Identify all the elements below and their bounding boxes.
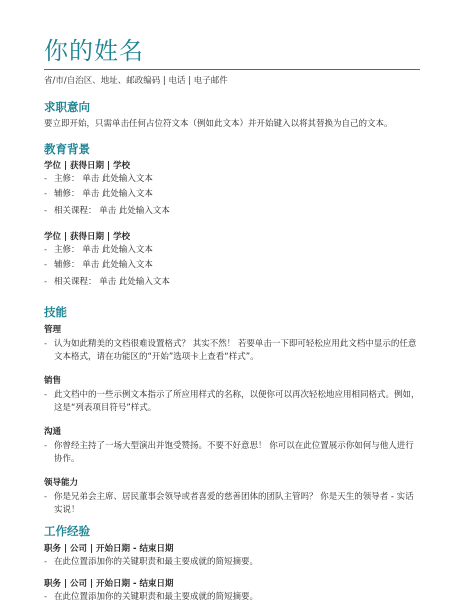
skill-group-heading[interactable]: 销售 (44, 376, 62, 386)
education-entry-heading[interactable]: 学位 | 获得日期 | 学校 (44, 232, 131, 242)
objective-text[interactable]: 要立即开始，只需单击任何占位符文本（例如此文本）并开始键入以将其替换为自己的文本。 (44, 119, 393, 129)
education-entry (44, 160, 420, 218)
education-heading: 教育背景 (44, 142, 90, 156)
list-item[interactable]: - 相关课程： 单击 此处输入文本 (44, 205, 420, 218)
list-item[interactable]: - 主修： 单击 此处输入文本 (44, 173, 420, 186)
skill-group (44, 477, 420, 517)
skill-group (44, 426, 420, 466)
contact-info[interactable]: 省/市/自治区、地址、邮政编码 | 电话 | 电子邮件 (44, 76, 228, 86)
experience-entry-heading[interactable]: 职务 | 公司 | 开始日期 - 结束日期 (44, 579, 174, 589)
resume-page (44, 36, 420, 87)
experience-section (44, 524, 420, 600)
education-entry-list (44, 244, 420, 289)
list-item[interactable]: - 辅修： 单击 此处输入文本 (44, 188, 420, 201)
education-entry (44, 231, 420, 289)
skills-section (44, 305, 420, 517)
skill-group-list (44, 440, 420, 466)
education-section (44, 142, 420, 289)
skill-group (44, 375, 420, 415)
skill-group-list (44, 338, 420, 364)
skill-group (44, 324, 420, 364)
title-divider (44, 69, 420, 70)
skill-group-heading[interactable]: 沟通 (44, 427, 62, 437)
experience-heading: 工作经验 (44, 524, 90, 538)
list-item[interactable]: - 你曾经主持了一场大型演出并饱受赞扬。不要不好意思！ 你可以在此位置展示你如何与他人进行协作。 (44, 440, 420, 466)
resume-name[interactable]: 你的姓名 (44, 37, 144, 65)
experience-entry (44, 578, 420, 600)
list-item[interactable]: - 相关课程： 单击 此处输入文本 (44, 276, 420, 289)
objective-heading: 求职意向 (44, 100, 90, 114)
experience-entry-heading[interactable]: 职务 | 公司 | 开始日期 - 结束日期 (44, 544, 174, 554)
list-item[interactable]: - 主修： 单击 此处输入文本 (44, 244, 420, 257)
experience-entry-list (44, 591, 420, 600)
list-item[interactable]: - 你是兄弟会主席、居民董事会领导或者喜爱的慈善团体的团队主管吗？ 你是天生的领导者 - 实话实说！ (44, 491, 420, 517)
skill-group-list (44, 389, 420, 415)
education-entry-list (44, 173, 420, 218)
list-item[interactable]: - 辅修： 单击 此处输入文本 (44, 259, 420, 272)
skill-group-heading[interactable]: 管理 (44, 325, 62, 335)
experience-entry-list (44, 556, 420, 569)
list-item[interactable]: - 在此位置添加你的关键职责和最主要成就的简短摘要。 (44, 591, 420, 600)
list-item[interactable]: - 认为如此精美的文档很难设置格式？ 其实不然！ 若要单击一下即可轻松应用此文档中显示的任意文本格式，请在功能区的“开始”选项卡上查看“样式”。 (44, 338, 420, 364)
list-item[interactable]: - 此文档中的一些示例文本指示了所应用样式的名称，以便你可以再次轻松地应用相同格式。例如，这是“列表项目符号”样式。 (44, 389, 420, 415)
list-item[interactable]: - 在此位置添加你的关键职责和最主要成就的简短摘要。 (44, 556, 420, 569)
skill-group-list (44, 491, 420, 517)
education-entry-heading[interactable]: 学位 | 获得日期 | 学校 (44, 161, 131, 171)
objective-section (44, 100, 420, 130)
experience-entry (44, 543, 420, 569)
skills-heading: 技能 (44, 305, 67, 319)
skill-group-heading[interactable]: 领导能力 (44, 478, 79, 488)
